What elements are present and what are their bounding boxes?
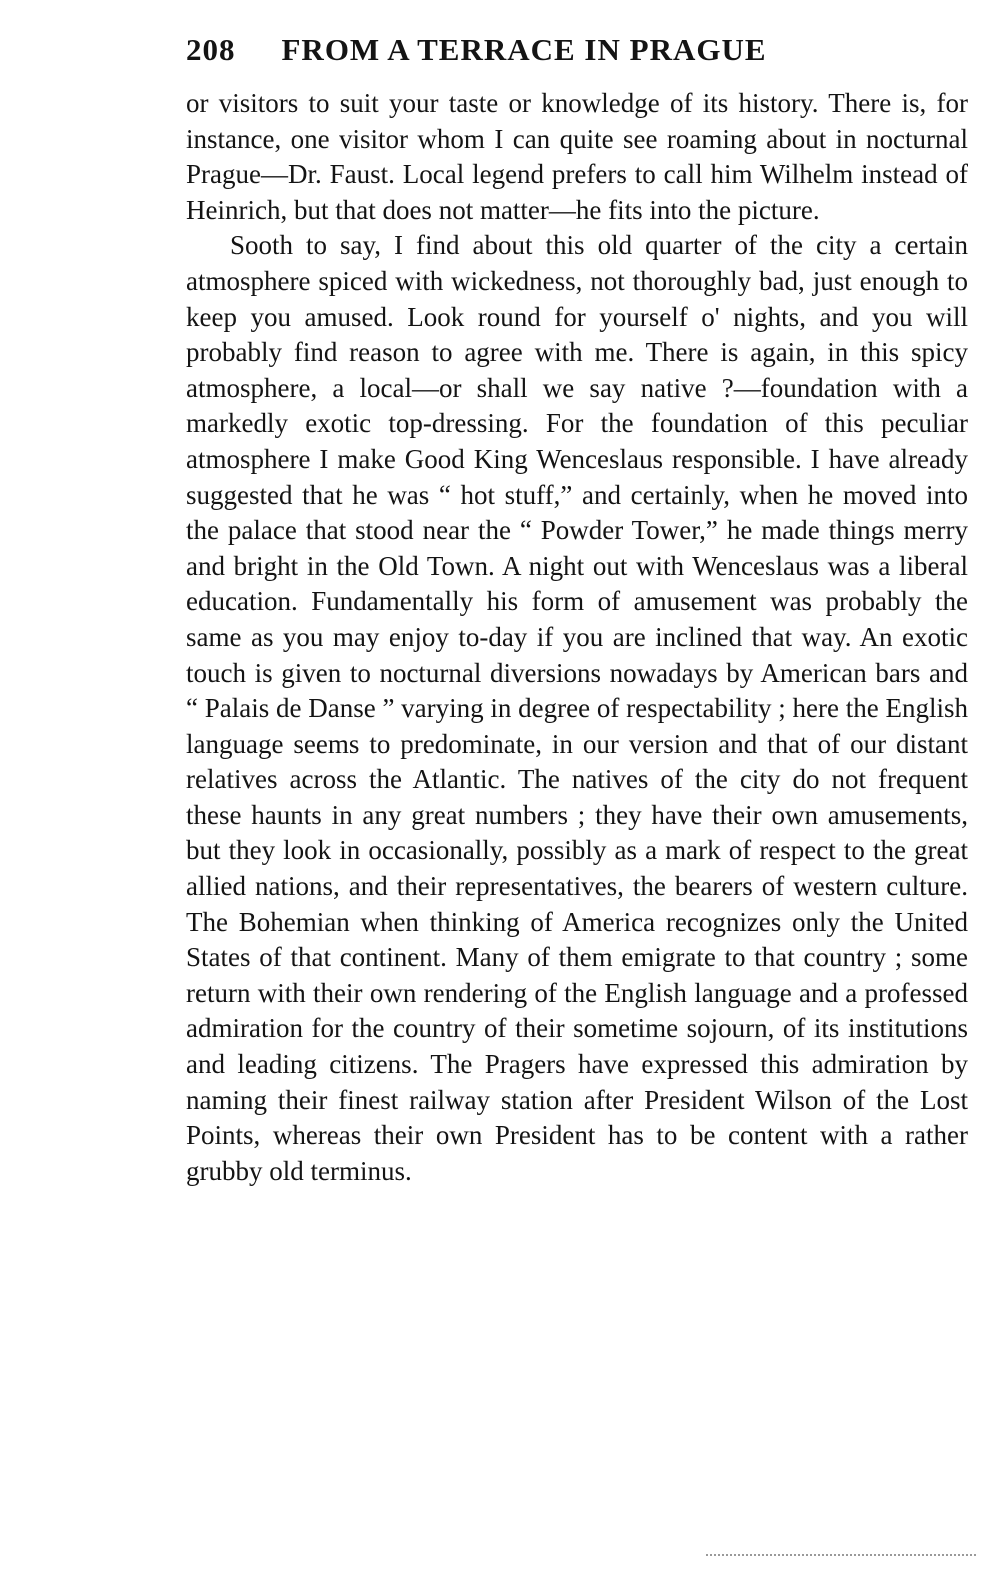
paragraph-continuation: or visitors to suit your taste or knowledge of its history. There is, for instance, one visitor whom I can quite see roaming about in nocturnal Prague—Dr. Faust. Local legend prefers to call him Wilhelm instead of Heinrich, but that does not matter—he fits into the picture. <box>186 88 968 225</box>
page-header <box>186 32 866 72</box>
footer-rule <box>706 1554 976 1556</box>
page-number: 208 <box>186 32 236 67</box>
paragraph-sooth-to-say: Sooth to say, I find about this old quarter of the city a certain atmosphere spiced with wickedness, not thoroughly bad, just enough to keep you amused. Look round for yourself o' nights, and you will probably find reason to agree with me. There is again, in this spicy atmosphere, a local—or shall we say native ?—foundation with a markedly exotic top-dressing. For the foundation of this peculiar atmosphere I make Good King Wenceslaus responsible. I have already suggested that he was “ hot stuff,” and certainly, when he moved into the palace that stood near the “ Powder Tower,” he made things merry and bright in the Old Town. A night out with Wenceslaus was a liberal education. Fundamentally his form of amusement was probably the same as you may enjoy to-day if you are inclined that way. An exotic touch is given to nocturnal diversions nowadays by American bars and “ Palais de Danse ” varying in degree of respectability ; here the English language seems to predominate, in our version and that of our distant relatives across the Atlantic. The natives of the city do not frequent these haunts in any great numbers ; they have their own amusements, but they look in occasionally, possibly as a mark of respect to the great allied nations, and their representatives, the bearers of western culture. The Bohemian when thinking of America recognizes only the United States of that continent. Many of them emigrate to that country ; some return with their own rendering of the English language and a professed admiration for the country of their sometime sojourn, of its institutions and leading citizens. The Pragers have expressed this admiration by naming their finest railway station after President Wilson of the Lost Points, whereas their own President has to be content with a rather grubby old terminus. <box>186 230 968 1186</box>
running-title: FROM A TERRACE IN PRAGUE <box>281 32 767 67</box>
body-text <box>186 86 968 1189</box>
